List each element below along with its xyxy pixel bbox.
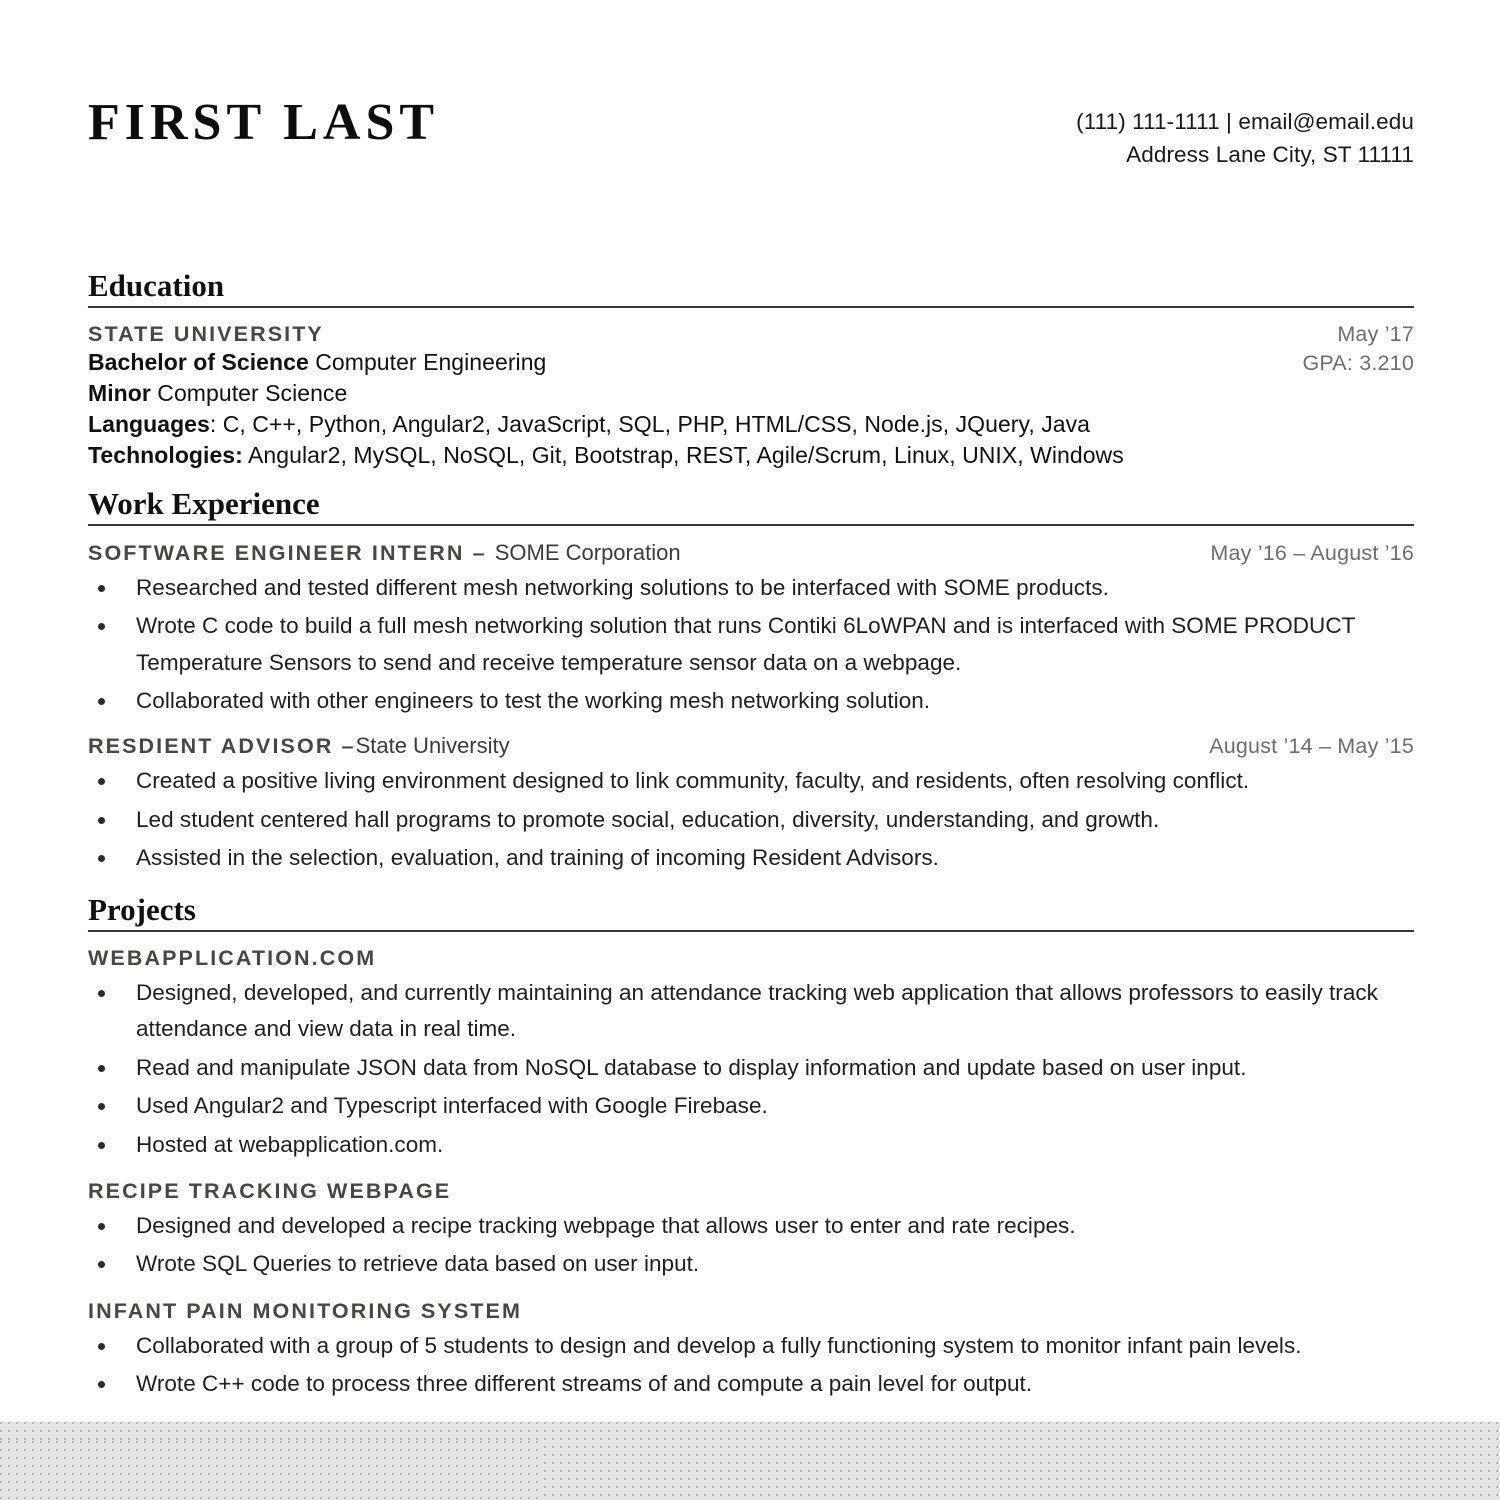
bullet-item: Wrote SQL Queries to retrieve data based on user input. (88, 1246, 1414, 1282)
project-entry (88, 1299, 1414, 1403)
contact-block (1076, 96, 1414, 171)
education-technologies (88, 440, 1414, 471)
section-heading-work: Work Experience (88, 485, 320, 521)
education-degree-row (88, 347, 1414, 378)
projects-list (88, 946, 1414, 1403)
education-grad-date: May ’17 (1337, 322, 1414, 347)
bullet-item: Created a positive living environment designed to link community, faculty, and residents, often resolving conflict. (88, 763, 1414, 799)
project-title: RECIPE TRACKING WEBPAGE (88, 1179, 452, 1204)
education-minor-rest: Computer Science (150, 380, 348, 407)
bullet-item: Designed and developed a recipe tracking webpage that allows user to enter and rate recipes. (88, 1208, 1414, 1244)
work-jobs-list (88, 540, 1414, 877)
work-bullets (88, 763, 1414, 876)
bullet-item: Read and manipulate JSON data from NoSQL database to display information and update based on user input. (88, 1050, 1414, 1086)
project-bullets (88, 975, 1414, 1163)
page-title: FIRST LAST (88, 94, 440, 151)
bullet-item: Collaborated with a group of 5 students to design and develop a fully functioning system to monitor infant pain levels. (88, 1328, 1414, 1364)
work-entry-header (88, 733, 1414, 759)
education-languages-bold: Languages (88, 410, 210, 437)
bullet-item: Collaborated with other engineers to test the working mesh networking solution. (88, 683, 1414, 719)
contact-phone-email: (111) 111-1111 | email@email.edu (1076, 109, 1414, 134)
project-title: INFANT PAIN MONITORING SYSTEM (88, 1298, 522, 1323)
section-divider-projects (88, 930, 1414, 932)
bullet-item: Assisted in the selection, evaluation, and training of incoming Resident Advisors. (88, 840, 1414, 876)
work-entry (88, 540, 1414, 720)
education-technologies-rest: Angular2, MySQL, NoSQL, Git, Bootstrap, REST, Agile/Scrum, Linux, UNIX, Windows (242, 441, 1124, 468)
bullet-item: Hosted at webapplication.com. (88, 1127, 1414, 1163)
education-entry-header (88, 322, 1414, 347)
education-languages-rest: : C, C++, Python, Angular2, JavaScript, SQL, PHP, HTML/CSS, Node.js, JQuery, Java (209, 410, 1091, 437)
bullet-item: Wrote C code to build a full mesh networking solution that runs Contiki 6LoWPAN and is interfaced with SOME PRODUCT Temperature Sensors to send and receive temperature sensor data on a webpage. (88, 608, 1414, 681)
education-degree (88, 347, 546, 378)
section-education (88, 269, 1414, 470)
bottom-overlay-notch (0, 1441, 540, 1500)
resume-header (88, 0, 1414, 171)
education-languages (88, 409, 1414, 440)
work-bullets (88, 570, 1414, 720)
resume-content (88, 0, 1414, 1405)
work-company: State University (355, 733, 510, 759)
work-date-range: August ’14 – May ’15 (1209, 734, 1414, 759)
contact-address: Address Lane City, ST 11111 (1126, 141, 1414, 167)
section-work-experience (88, 487, 1414, 877)
section-projects (88, 893, 1414, 1403)
education-degree-rest: Computer Engineering (308, 349, 547, 376)
project-bullets (88, 1328, 1414, 1403)
education-gpa: GPA: 3.210 (1302, 351, 1414, 376)
education-minor-bold: Minor (88, 380, 151, 407)
bullet-item: Designed, developed, and currently maintaining an attendance tracking web application that allows professors to easily track attendance and view data in real time. (88, 975, 1414, 1048)
project-entry (88, 946, 1414, 1163)
section-divider-education (88, 306, 1414, 308)
bullet-item: Researched and tested different mesh networking solutions to be interfaced with SOME products. (88, 570, 1414, 606)
education-degree-bold: Bachelor of Science (88, 349, 309, 376)
education-minor (88, 378, 1414, 409)
project-bullets (88, 1208, 1414, 1283)
work-job-title: RESDIENT ADVISOR –State University (88, 733, 510, 759)
bottom-fade-veil (540, 1413, 1500, 1427)
project-entry (88, 1179, 1414, 1283)
bullet-item: Used Angular2 and Typescript interfaced with Google Firebase. (88, 1088, 1414, 1124)
education-school: STATE UNIVERSITY (88, 322, 324, 347)
bullet-item: Wrote C++ code to process three different streams of and compute a pain level for output. (88, 1366, 1414, 1402)
work-entry-header (88, 540, 1414, 566)
work-date-range: May ’16 – August ’16 (1210, 540, 1414, 565)
work-company: SOME Corporation (494, 539, 681, 565)
education-technologies-bold: Technologies: (88, 441, 243, 468)
section-divider-work (88, 524, 1414, 526)
bullet-item: Led student centered hall programs to promote social, education, diversity, understanding, and growth. (88, 802, 1414, 838)
work-entry (88, 733, 1414, 876)
section-heading-projects: Projects (88, 891, 196, 927)
bottom-overlay-band (0, 1422, 1500, 1500)
project-title: WEBAPPLICATION.COM (88, 945, 377, 970)
work-job-title: SOFTWARE ENGINEER INTERN – SOME Corporation (88, 539, 681, 565)
section-heading-education: Education (88, 268, 225, 304)
